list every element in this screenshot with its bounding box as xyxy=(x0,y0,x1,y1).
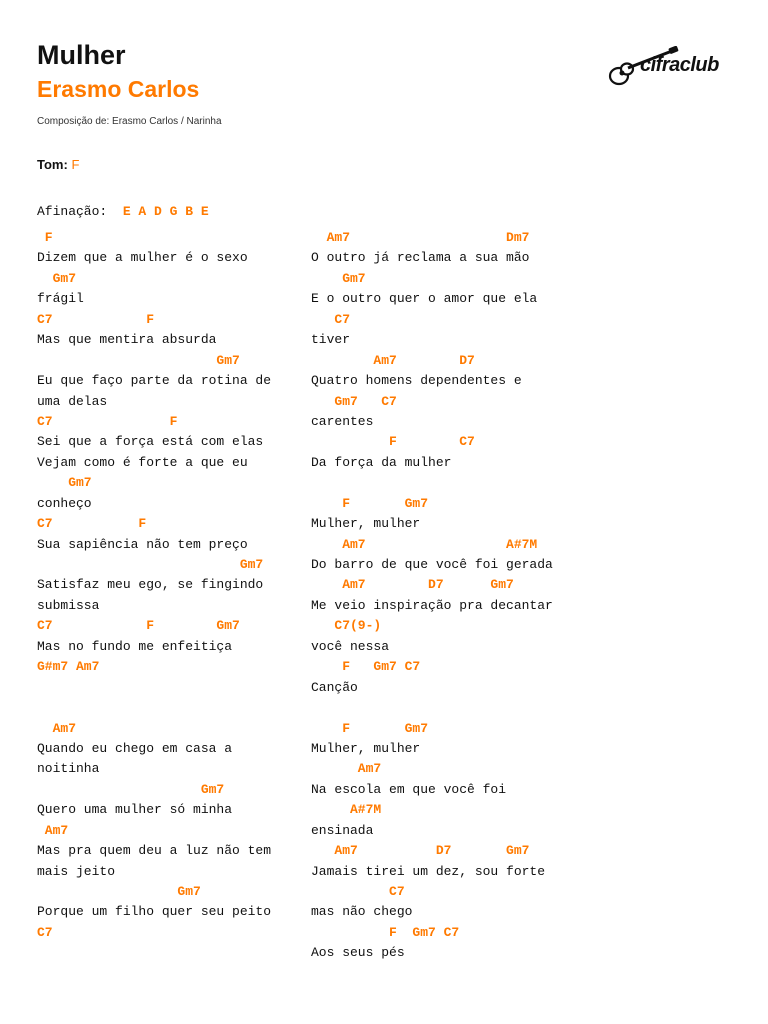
chord-line[interactable]: C7 F xyxy=(37,311,155,327)
chord-line[interactable]: A#7M xyxy=(311,802,382,818)
lyric-line: mas não chego xyxy=(311,904,413,920)
tuning-label: Afinação: xyxy=(37,204,108,219)
chord-line[interactable]: F xyxy=(37,230,53,245)
composers-credit: Composição de: Erasmo Carlos / Narinha xyxy=(37,116,222,127)
chord-line[interactable]: F Gm7 C7 xyxy=(311,924,460,940)
chord-line[interactable]: Am7 xyxy=(37,822,69,838)
chord-line[interactable]: F Gm7 xyxy=(311,720,429,736)
chord-line[interactable]: G#m7 Am7 xyxy=(37,659,100,675)
chord-line[interactable]: C7 F xyxy=(37,516,147,532)
key-value[interactable]: F xyxy=(71,157,80,172)
lyric-line: Mulher, mulher xyxy=(311,740,421,756)
lyric-line: Mas no fundo me enfeitiça xyxy=(37,638,233,654)
lyric-line: Eu que faço parte da rotina de xyxy=(37,373,272,389)
lyric-line: Mas que mentira absurda xyxy=(37,332,217,348)
lyric-line: tiver xyxy=(311,332,351,348)
chord-line[interactable]: Am7 xyxy=(311,761,382,777)
lyric-line: mais jeito xyxy=(37,863,116,879)
lyric-line: Vejam como é forte a que eu xyxy=(37,454,248,470)
chord-line[interactable]: Gm7 xyxy=(37,781,225,797)
artist-name[interactable]: Erasmo Carlos xyxy=(37,76,200,102)
tuning-value[interactable]: E A D G B E xyxy=(122,204,209,219)
lyric-line: O outro já reclama a sua mão xyxy=(311,250,530,266)
lyric-line: noitinha xyxy=(37,761,100,777)
lyric-line: Mas pra quem deu a luz não tem xyxy=(37,843,272,859)
lyric-line: ensinada xyxy=(311,822,374,838)
lyric-line: Quatro homens dependentes e xyxy=(311,373,522,389)
blank-line xyxy=(311,473,731,493)
lyric-line: Mulher, mulher xyxy=(311,516,421,532)
lyric-line: Satisfaz meu ego, se fingindo xyxy=(37,577,264,593)
lyric-line: Da força da mulher xyxy=(311,454,452,470)
chord-line[interactable]: Gm7 xyxy=(311,270,366,286)
chord-line[interactable]: C7 xyxy=(311,884,405,899)
chord-line[interactable]: Gm7 xyxy=(37,352,240,368)
chord-line[interactable]: Am7 A#7M xyxy=(311,536,538,552)
lyric-line: Porque um filho quer seu peito xyxy=(37,904,272,920)
chord-line[interactable]: F C7 xyxy=(311,434,475,450)
chord-line[interactable]: C7(9-) xyxy=(311,618,382,634)
lyric-line: Na escola em que você foi xyxy=(311,781,507,797)
lyric-line: Quero uma mulher só minha xyxy=(37,802,233,818)
chord-line[interactable]: C7 F xyxy=(37,413,178,429)
chord-line[interactable]: C7 F Gm7 xyxy=(37,618,240,634)
lyric-line: você nessa xyxy=(311,638,390,654)
lyric-line: Jamais tirei um dez, sou forte xyxy=(311,863,546,879)
blank-line xyxy=(37,678,302,698)
lyric-line: frágil xyxy=(37,291,84,307)
chord-line[interactable]: Am7 D7 xyxy=(311,352,475,368)
tuning-indicator xyxy=(37,204,209,219)
lyric-line: Dizem que a mulher é o sexo xyxy=(37,250,248,266)
chord-line[interactable]: Am7 D7 Gm7 xyxy=(311,577,514,593)
chord-line[interactable]: Am7 D7 Gm7 xyxy=(311,843,530,859)
left-lyrics-column xyxy=(37,228,302,943)
chord-line[interactable]: Gm7 xyxy=(37,270,77,286)
key-indicator xyxy=(37,157,79,172)
lyric-line: Me veio inspiração pra decantar xyxy=(311,597,553,613)
lyric-line: Sua sapiência não tem preço xyxy=(37,536,248,552)
blank-line xyxy=(311,698,731,718)
lyric-line: Do barro de que você foi gerada xyxy=(311,557,553,572)
lyric-line: carentes xyxy=(311,413,374,429)
song-title: Mulher xyxy=(37,40,126,70)
logo-text: cifraclub xyxy=(640,54,719,76)
right-lyrics-column xyxy=(311,228,731,964)
chord-line[interactable]: Gm7 C7 xyxy=(311,393,397,409)
lyric-line: Aos seus pés xyxy=(311,945,405,961)
lyric-line: Quando eu chego em casa a xyxy=(37,740,233,756)
lyric-line: conheço xyxy=(37,495,92,511)
chord-line[interactable]: F Gm7 C7 xyxy=(311,659,421,675)
chord-line[interactable]: Gm7 xyxy=(37,475,92,491)
lyric-line: Canção xyxy=(311,679,358,695)
chord-line[interactable]: C7 xyxy=(37,924,53,940)
lyric-line: Sei que a força está com elas xyxy=(37,434,264,450)
cifraclub-logo[interactable] xyxy=(606,46,722,92)
lyric-line: submissa xyxy=(37,597,100,613)
lyric-line: E o outro quer o amor que ela xyxy=(311,291,538,307)
chord-line[interactable]: F Gm7 xyxy=(311,495,429,511)
lyric-line: uma delas xyxy=(37,393,108,409)
chord-line[interactable]: C7 xyxy=(311,311,351,327)
key-label: Tom: xyxy=(37,157,68,172)
blank-line xyxy=(37,698,302,718)
chord-line[interactable]: Gm7 xyxy=(37,557,264,572)
chord-line[interactable]: Am7 Dm7 xyxy=(311,230,530,245)
chord-line[interactable]: Gm7 xyxy=(37,884,201,899)
chord-line[interactable]: Am7 xyxy=(37,720,77,736)
